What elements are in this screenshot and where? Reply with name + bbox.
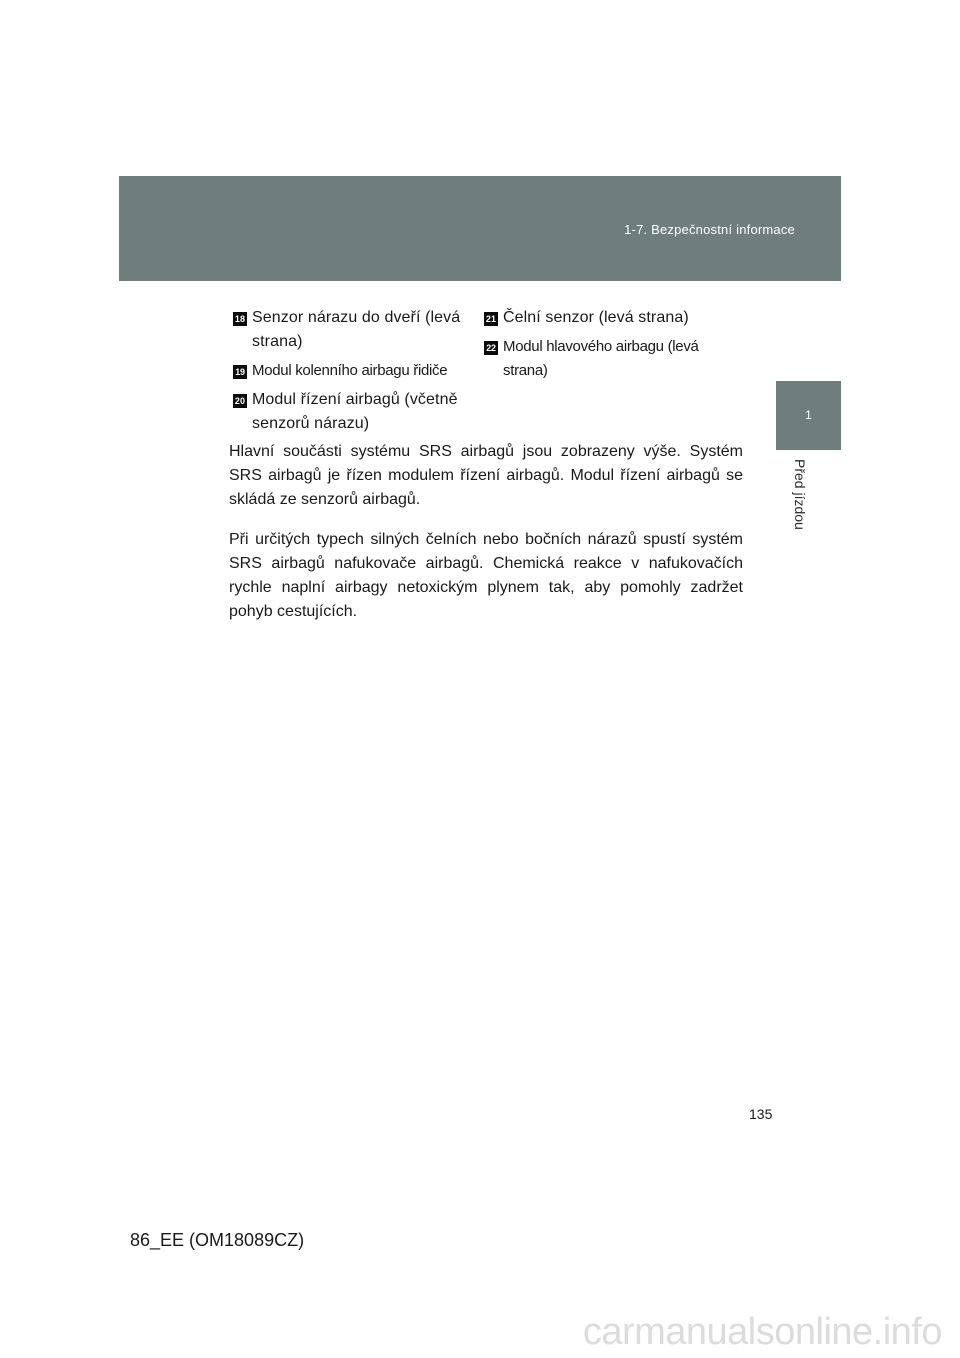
legend-item-text: Modul hlavového airbagu (levá strana) [503, 338, 699, 379]
chapter-tab[interactable] [776, 381, 841, 450]
watermark: carmanualsonline.info [582, 1311, 942, 1353]
legend-item-text: Modul řízení airbagů (včetně senzorů nárazu) [252, 391, 458, 432]
paragraph: Při určitých typech silných čelních nebo bočních nárazů spustí systém SRS airbagů nafukovače airbagů. Chemická reakce v nafukovačích rychle naplní airbagy netoxickým plynem tak, aby pomohly zadržet pohyb cestujících. [229, 531, 743, 620]
number-marker-icon: 22 [484, 341, 498, 355]
legend-item-text: Senzor nárazu do dveří (levá strana) [252, 309, 461, 350]
body-text [229, 440, 743, 640]
page-number: 135 [749, 1106, 773, 1122]
legend-item [233, 306, 483, 354]
number-marker-icon: 18 [234, 314, 246, 324]
legend-item-text: Čelní senzor (levá strana) [503, 309, 689, 326]
legend-item [233, 388, 483, 436]
legend-right-column [484, 306, 744, 388]
legend-item-text: Modul kolenního airbagu řidiče [252, 362, 448, 379]
number-marker-icon: 19 [233, 365, 247, 379]
section-title: 1-7. Bezpečnostní informace [624, 222, 795, 237]
document-code: 86_EE (OM18089CZ) [130, 1230, 305, 1250]
paragraph: Hlavní součásti systému SRS airbagů jsou zobrazeny výše. Systém SRS airbagů je řízen modulem řízení airbagů. Modul řízení airbagů se skládá ze senzorů airbagů. [229, 443, 743, 508]
chapter-number: 1 [805, 408, 812, 422]
legend-item [484, 306, 744, 330]
chapter-label: Před jízdou [792, 459, 808, 530]
header-band [119, 176, 841, 281]
number-marker-icon: 20 [234, 396, 246, 406]
number-marker-icon: 21 [485, 314, 497, 324]
legend-item [484, 335, 744, 383]
legend-left-column [233, 306, 483, 441]
legend-item [233, 359, 483, 383]
